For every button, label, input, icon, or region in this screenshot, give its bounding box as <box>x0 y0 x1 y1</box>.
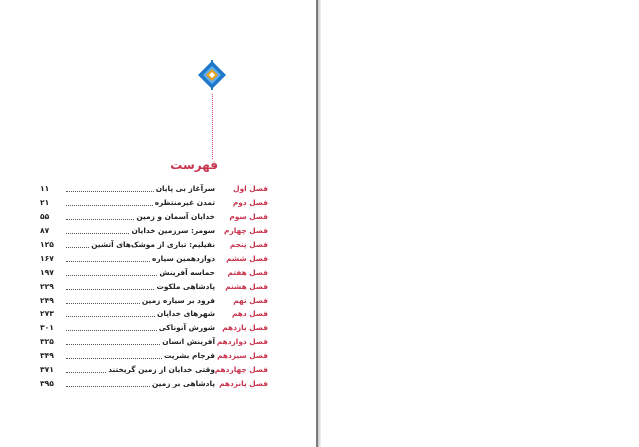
toc-entry[interactable] <box>40 279 270 293</box>
chapter-title: دوازدهمین سیاره <box>152 253 215 263</box>
toc-entry[interactable] <box>40 349 270 363</box>
dot-leader <box>66 283 154 290</box>
toc-entry[interactable] <box>40 224 270 238</box>
page-number: ۲۲۹ <box>40 281 54 291</box>
dot-leader <box>66 199 153 206</box>
chapter-title: سرآغاز بی پایان <box>155 184 215 194</box>
chapter-title: پادشاهی ملکوت <box>156 281 215 291</box>
chapter-label: فصل دوم <box>232 198 268 208</box>
chapter-label: فصل چهارم <box>224 226 268 236</box>
chapter-label: فصل ششم <box>226 253 268 263</box>
chapter-title: پادشاهی بر زمین <box>151 378 215 388</box>
diamond-ornament-icon <box>197 60 227 90</box>
chapter-title: فرجام بشریت <box>163 351 215 361</box>
toc-entry[interactable] <box>40 307 270 321</box>
dot-leader <box>66 241 89 248</box>
chapter-title: وقتی خدایان از زمین گریختند <box>108 365 215 375</box>
toc-entry[interactable] <box>40 210 270 224</box>
page-number: ۵۵ <box>40 212 50 222</box>
page-number: ۱۶۷ <box>40 253 54 263</box>
page-number: ۳۷۱ <box>40 365 54 375</box>
chapter-title: شورش آنوناکی <box>158 323 215 333</box>
right-page <box>321 0 639 447</box>
chapter-label: فصل دهم <box>231 309 268 319</box>
toc-entry[interactable] <box>40 335 270 349</box>
chapter-title: حماسه آفرینش <box>159 267 215 277</box>
toc-entry[interactable] <box>40 251 270 265</box>
toc-entry[interactable] <box>40 363 270 377</box>
page-number: ۲۱ <box>40 198 50 208</box>
chapter-label: فصل پانزدهم <box>219 378 268 388</box>
chapter-label: فصل سیزدهم <box>217 351 268 361</box>
page-number: ۲۴۹ <box>40 295 54 305</box>
dot-leader <box>66 213 134 220</box>
chapter-label: فصل دوازدهم <box>216 337 268 347</box>
dot-leader <box>66 338 160 345</box>
page-number: ۳۰۱ <box>40 323 54 333</box>
page-number: ۸۷ <box>40 226 50 236</box>
dot-leader <box>66 269 157 276</box>
chapter-label: فصل اول <box>233 184 268 194</box>
toc-heading: فهرست <box>170 158 218 172</box>
chapter-label: فصل سوم <box>229 212 268 222</box>
dot-leader <box>66 185 154 192</box>
chapter-label: فصل هفتم <box>227 267 268 277</box>
chapter-label: فصل یازدهم <box>222 323 268 333</box>
chapter-title: فرود بر سیاره زمین <box>141 295 215 305</box>
chapter-label: فصل هشتم <box>225 281 268 291</box>
dot-leader <box>66 310 155 317</box>
chapter-label: فصل پنجم <box>229 240 268 249</box>
left-page <box>0 0 316 447</box>
page-number: ۳۹۵ <box>40 378 54 388</box>
page-number: ۳۴۹ <box>40 351 54 361</box>
chapter-title: خدایان آسمان و زمین <box>136 212 215 222</box>
dot-leader <box>66 366 106 373</box>
page-number: ۱۲۵ <box>40 240 54 249</box>
dot-leader <box>66 227 129 234</box>
page-number: ۲۷۳ <box>40 309 54 319</box>
toc-entry[interactable] <box>40 238 270 252</box>
chapter-label: فصل چهاردهم <box>214 365 268 375</box>
page-number: ۳۲۵ <box>40 337 54 347</box>
chapter-title: شهرهای خدایان <box>157 309 215 319</box>
toc-entry[interactable] <box>40 293 270 307</box>
page-number: ۱۹۷ <box>40 267 54 277</box>
chapter-title: سومر: سرزمین خدایان <box>131 226 215 236</box>
toc-list <box>40 182 270 390</box>
dot-leader <box>66 297 140 304</box>
dot-leader <box>66 352 162 359</box>
toc-entry[interactable] <box>40 182 270 196</box>
dot-leader <box>66 380 150 387</box>
toc-entry[interactable] <box>40 376 270 390</box>
chapter-label: فصل نهم <box>233 295 268 305</box>
toc-entry[interactable] <box>40 265 270 279</box>
dot-leader <box>66 255 150 262</box>
page-number: ۱۱ <box>40 184 50 194</box>
toc-entry[interactable] <box>40 321 270 335</box>
chapter-title: نفیلیم: تباری از موشک‌های آتشین <box>91 240 215 249</box>
toc-entry[interactable] <box>40 196 270 210</box>
dotted-guide-line <box>212 94 213 159</box>
chapter-title: آفرینش انسان <box>162 337 215 347</box>
dot-leader <box>66 324 157 331</box>
chapter-title: تمدن غیرمنتظره <box>154 198 215 208</box>
